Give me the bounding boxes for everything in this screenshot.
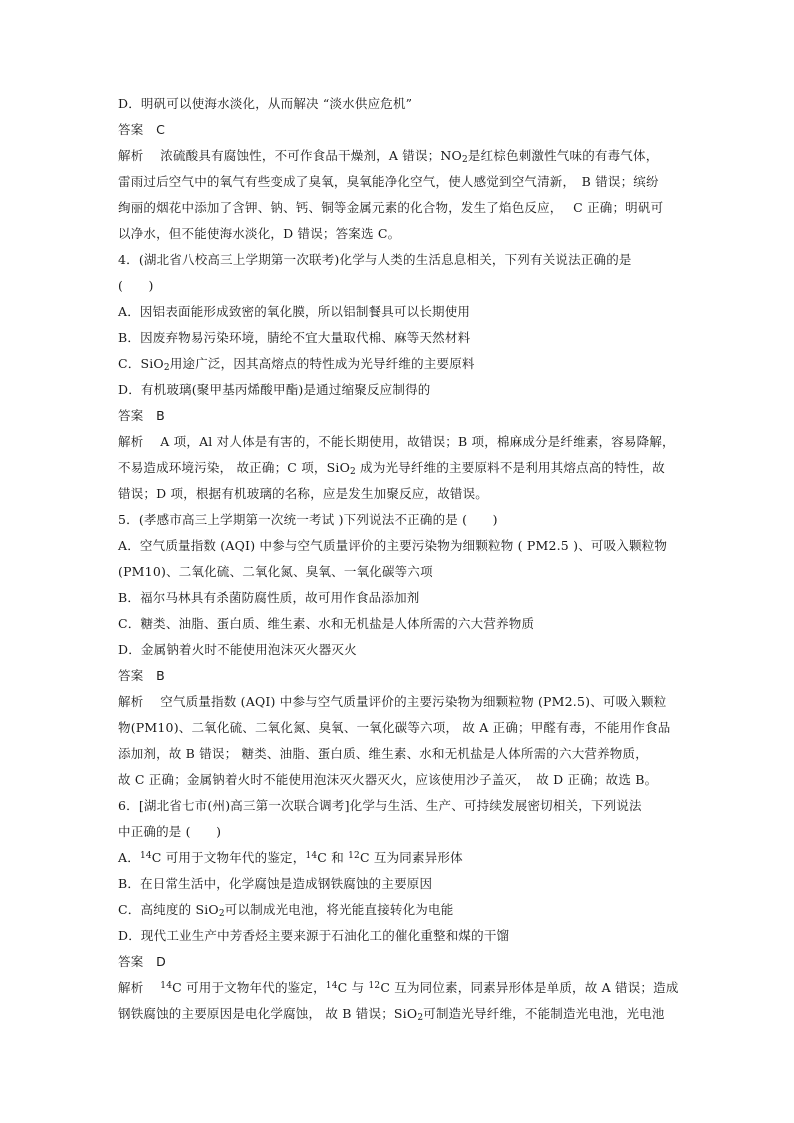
option-c: C．高纯度的 SiO$_2$可以制成光电池，将光能直接转化为电能 [118,902,454,919]
analysis-line: 解析 浓硫酸具有腐蚀性，不可作食品干燥剂，A 错误；$NO_2$是红棕色刺激性气味的有毒气体， [118,148,659,165]
option-a: A．因铝表面能形成致密的氧化膜，所以铝制餐具可以长期使用 [118,304,471,319]
answer-line: 答案 B [118,408,165,423]
question-4-stem: 4．(湖北省八校高三上学期第一次联考)化学与人类的生活息息相关，下列有关说法正确的是 [118,252,632,267]
option-b: B．福尔马林具有杀菌防腐性质，故可用作食品添加剂 [118,590,420,605]
option-c: C．SiO$_2$用途广泛，因其高熔点的特性成为光导纤维的主要原料 [118,356,475,373]
option-d: D．现代工业生产中芳香烃主要来源于石油化工的催化重整和煤的干馏 [118,928,510,943]
option-a: A．$^{14}$C 可用于文物年代的鉴定，$^{14}$C 和 $^{12}$C 互为同素异形体 [118,850,463,865]
text-line: 中正确的是 ( ) [118,824,222,839]
answer-line: 答案 D [118,954,166,969]
analysis-line: 解析 空气质量指数 (AQI) 中参与空气质量评价的主要污染物为细颗粒物 (PM2.5)、可吸入颗粒 [118,694,667,709]
answer-line: 答案 B [118,668,165,683]
option-d: D．金属钠着火时不能使用泡沫灭火器灭火 [118,642,357,657]
option-c: C．糖类、油脂、蛋白质、维生素、水和无机盐是人体所需的六大营养物质 [118,616,535,631]
option-a: A．空气质量指数 (AQI) 中参与空气质量评价的主要污染物为细颗粒物 ( PM2.5 )、可吸入颗粒物 [118,538,668,553]
text-line: 错误；D 项，根据有机玻璃的名称，应是发生加聚反应，故错误。 [118,486,488,501]
text-line: 以净水，但不能使海水淡化，D 错误；答案选 C。 [118,226,401,241]
question-6-stem: 6．[湖北省七市(州)高三第一次联合调考]化学与生活、生产、可持续发展密切相关，下列说法 [118,798,642,813]
option-b: B．因废弃物易污染环境，腈纶不宜大量取代棉、麻等天然材料 [118,330,471,345]
text-line: 物(PM10)、二氧化硫、二氧化氮、臭氧、一氧化碳等六项， 故 A 正确；甲醛有毒，不能用作食品 [118,720,671,735]
text-line: 添加剂，故 B 错误； 糖类、油脂、蛋白质、维生素、水和无机盐是人体所需的六大营养物质， [118,746,648,761]
text-line: 故 C 正确；金属钠着火时不能使用泡沫灭火器灭火，应该使用沙子盖灭， 故 D 正确；故选 B。 [118,772,658,787]
question-5-stem: 5．(孝感市高三上学期第一次统一考试 )下列说法不正确的是 ( ) [118,512,498,527]
text-line: 钢铁腐蚀的主要原因是电化学腐蚀， 故 B 错误；SiO$_2$可制造光导纤维，不能制造光电池，光电池 [118,1006,665,1023]
option-b: B．在日常生活中，化学腐蚀是造成钢铁腐蚀的主要原因 [118,876,433,891]
text-line: 雷雨过后空气中的氧气有些变成了臭氧，臭氧能净化空气，使人感觉到空气清新， B 错误；缤纷 [118,174,659,189]
analysis-line: 解析 $^{14}$C 可用于文物年代的鉴定，$^{14}$C 与 $^{12}$C 互为同位素，同素异形体是单质，故 A 错误；造成 [118,980,679,995]
option-d: D．有机玻璃(聚甲基丙烯酸甲酯)是通过缩聚反应制得的 [118,382,431,397]
analysis-line: 解析 A 项，Al 对人体是有害的，不能长期使用，故错误；B 项，棉麻成分是纤维素，容易降解， [118,434,675,449]
text-line: 不易造成环境污染， 故正确；C 项，SiO$_2$ 成为光导纤维的主要原料不是利用其熔点高的特性，故 [118,460,665,477]
text-line: 绚丽的烟花中添加了含钾、钠、钙、铜等金属元素的化合物，发生了焰色反应， C 正确；明矾可 [118,200,664,215]
text-line: (PM10)、二氧化硫、二氧化氮、臭氧、一氧化碳等六项 [118,564,433,579]
text-line: D．明矾可以使海水淡化，从而解决 “淡水供应危机” [118,96,413,111]
text-line: ( ) [118,278,154,293]
answer-line: 答案 C [118,122,166,137]
